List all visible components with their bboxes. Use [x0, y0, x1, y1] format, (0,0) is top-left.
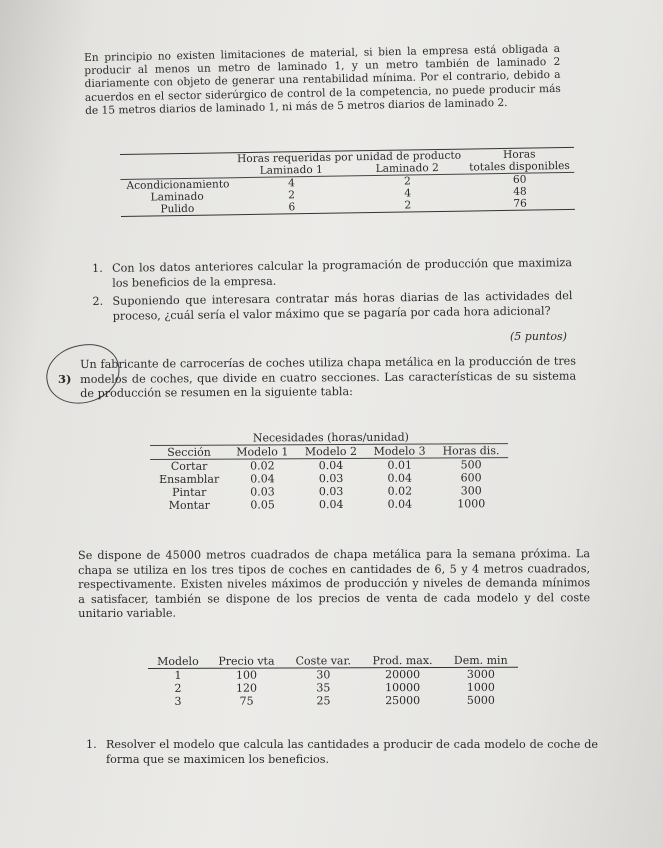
- table-row: Acondicionamiento 4 2 60: [126, 173, 527, 192]
- question-list-2: [92, 256, 573, 324]
- list-item: 1. Con los datos anteriores calcular la programación de producción que maximiza los beneficios de la empresa.: [92, 256, 573, 290]
- table-row: 2 120 35 10000 1000: [174, 680, 495, 695]
- models-table: Modelo Precio vta Coste var. Prod. max. Dem. min 1 100 30 20000 3000 2 120 35 10000 1000 3 75 25 25000 5000: [148, 654, 518, 708]
- hours-table-col-totals: totales disponibles: [465, 160, 574, 174]
- table-row: Montar 0.05 0.04 0.04 1000: [168, 497, 486, 512]
- list-item: 1. Resolver el modelo que calcula las cantidades a producir de cada modelo de coche de forma que se maximicen los beneficios.: [86, 738, 598, 766]
- sections-table-group-header: Necesidades (horas/unidad): [228, 431, 434, 446]
- hours-table-col-l1: Laminado 1: [233, 163, 349, 177]
- list-item: 2. Suponiendo que interesara contratar más horas diarias de las actividades del proceso, ¿cuál sería el valor máximo que se pagaría por cada hora adicional?: [92, 289, 573, 323]
- points-label: (5 puntos): [510, 330, 567, 343]
- hours-table-hours-header: Horas: [503, 148, 536, 161]
- table-row: Pulido 6 2 76: [121, 197, 575, 217]
- intro-paragraph: En principio no existen limitaciones de material, si bien la empresa está obligada a producir al menos un metro de laminado 1, y un metro también de laminado 2 diariamente con objeto de generar una rentabilidad mínima. Por el contrario, debido a acuerdos en el sector siderúrgico de control de la competencia, no puede producir más de 15 metros diarios de laminado 1, ni más de 5 metros diarios de laminado 2.: [84, 42, 561, 117]
- problem-number: 3): [58, 372, 72, 386]
- problem3-text: Un fabricante de carrocerías de coches utiliza chapa metálica en la producción de tres modelos de coches, que divide en cuatro secciones. Las características de su sistema de producción se resumen en la siguiente tabla:: [80, 354, 577, 401]
- table-row: 1 100 30 20000 3000: [174, 667, 495, 682]
- table-row: Cortar 0.02 0.04 0.01 500: [170, 458, 482, 473]
- hours-table-col-l2: Laminado 2: [349, 162, 465, 176]
- sections-table: Necesidades (horas/unidad) Sección Modelo 1 Modelo 2 Modelo 3 Horas dis. Cortar 0.02 0.04 0.01 500 Ensamblar 0.04 0.03 0.04 600 Pintar 0.03 0.03 0.02 300 Montar 0.05 0.04 0.04 1000: [150, 430, 508, 512]
- hours-table-group-header: Horas requeridas por unidad de producto: [236, 149, 462, 166]
- table-row: Ensamblar 0.04 0.03 0.04 600: [159, 471, 482, 486]
- table-row: 3 75 25 25000 5000: [174, 693, 495, 708]
- sheet-metal-paragraph: Se dispone de 45000 metros cuadrados de chapa metálica para la semana próxima. La chapa se utiliza en los tres tipos de coches en cantidades de 6, 5 y 4 metros cuadrados, respectivamente. Existen niveles máximos de producción y niveles de demanda mínimos a satisfacer, también se dispone de los precios de venta de cada modelo y del coste unitario variable.: [78, 547, 591, 621]
- question-list-3: [86, 738, 598, 767]
- table-row: Laminado 2 4 48: [150, 185, 527, 204]
- hours-table: [120, 147, 574, 217]
- table-row: Pintar 0.03 0.03 0.02 300: [172, 484, 482, 499]
